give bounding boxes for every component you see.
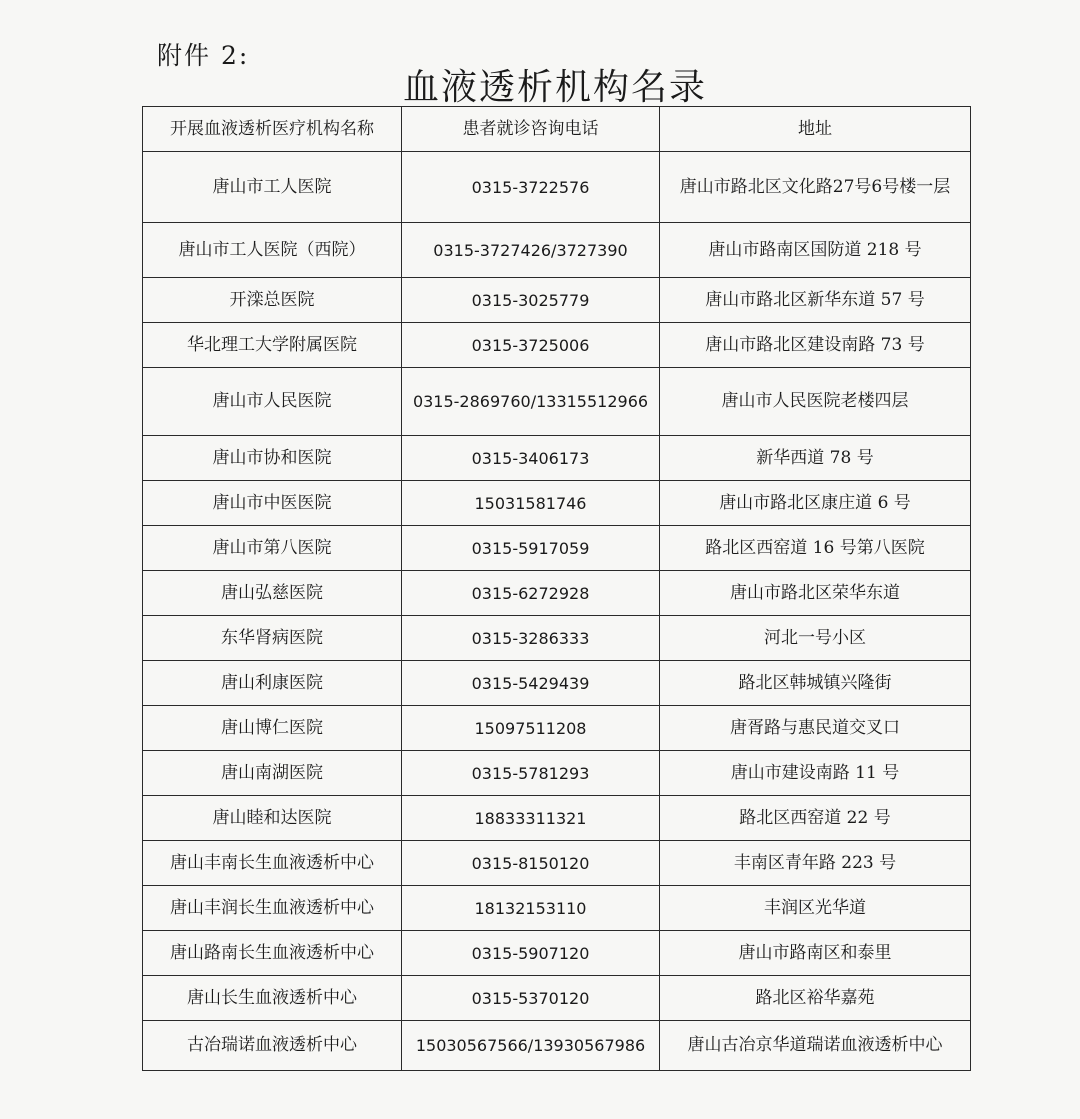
table-row	[143, 481, 971, 526]
institution-name: 唐山利康医院	[143, 661, 402, 706]
institution-address: 唐山市建设南路 11 号	[660, 751, 971, 796]
dialysis-institution-table	[142, 106, 971, 1071]
institution-address: 唐山市路南区国防道 218 号	[660, 223, 971, 278]
institution-name: 唐山博仁医院	[143, 706, 402, 751]
consult-phone: 0315-3025779	[402, 278, 660, 323]
institution-address: 唐胥路与惠民道交叉口	[660, 706, 971, 751]
institution-name: 开滦总医院	[143, 278, 402, 323]
table-row	[143, 1021, 971, 1071]
institution-name: 唐山市人民医院	[143, 368, 402, 436]
table-row	[143, 706, 971, 751]
institution-name: 唐山市第八医院	[143, 526, 402, 571]
consult-phone: 0315-3725006	[402, 323, 660, 368]
institution-address: 唐山市路北区新华东道 57 号	[660, 278, 971, 323]
consult-phone: 0315-3722576	[402, 152, 660, 223]
table-row	[143, 751, 971, 796]
table-row	[143, 368, 971, 436]
consult-phone: 18132153110	[402, 886, 660, 931]
table-row	[143, 152, 971, 223]
consult-phone: 15030567566/13930567986	[402, 1021, 660, 1071]
institution-address: 新华西道 78 号	[660, 436, 971, 481]
table-row	[143, 661, 971, 706]
consult-phone: 18833311321	[402, 796, 660, 841]
table-row	[143, 278, 971, 323]
institution-address: 唐山古冶京华道瑞诺血液透析中心	[660, 1021, 971, 1071]
consult-phone: 0315-3286333	[402, 616, 660, 661]
table-header-row	[143, 107, 971, 152]
attachment-label: 附件 2:	[157, 41, 250, 70]
document-title: 血液透析机构名录	[402, 67, 707, 108]
table-row	[143, 931, 971, 976]
institution-name: 唐山丰润长生血液透析中心	[143, 886, 402, 931]
institution-name: 唐山市工人医院（西院）	[143, 223, 402, 278]
table-row	[143, 841, 971, 886]
consult-phone: 0315-5781293	[402, 751, 660, 796]
institution-name: 华北理工大学附属医院	[143, 323, 402, 368]
consult-phone: 0315-2869760/13315512966	[402, 368, 660, 436]
table-row	[143, 526, 971, 571]
consult-phone: 0315-5917059	[402, 526, 660, 571]
institution-address: 路北区韩城镇兴隆街	[660, 661, 971, 706]
table-row	[143, 616, 971, 661]
institution-address: 唐山市路北区建设南路 73 号	[660, 323, 971, 368]
consult-phone: 0315-6272928	[402, 571, 660, 616]
institution-name: 唐山长生血液透析中心	[143, 976, 402, 1021]
consult-phone: 0315-3727426/3727390	[402, 223, 660, 278]
institution-name: 唐山睦和达医院	[143, 796, 402, 841]
table-row	[143, 223, 971, 278]
institution-name: 唐山弘慈医院	[143, 571, 402, 616]
institution-name: 唐山南湖医院	[143, 751, 402, 796]
institution-address: 路北区西窑道 16 号第八医院	[660, 526, 971, 571]
institution-address: 河北一号小区	[660, 616, 971, 661]
institution-address: 唐山市路北区康庄道 6 号	[660, 481, 971, 526]
institution-name: 唐山市中医医院	[143, 481, 402, 526]
header-institution-name: 开展血液透析医疗机构名称	[143, 107, 402, 152]
consult-phone: 0315-5429439	[402, 661, 660, 706]
consult-phone: 0315-5907120	[402, 931, 660, 976]
consult-phone: 0315-3406173	[402, 436, 660, 481]
consult-phone: 0315-8150120	[402, 841, 660, 886]
table-row	[143, 323, 971, 368]
consult-phone: 0315-5370120	[402, 976, 660, 1021]
institution-address: 丰润区光华道	[660, 886, 971, 931]
institution-address: 唐山市路北区荣华东道	[660, 571, 971, 616]
header-consult-phone: 患者就诊咨询电话	[402, 107, 660, 152]
institution-address: 唐山市人民医院老楼四层	[660, 368, 971, 436]
institution-address: 唐山市路南区和泰里	[660, 931, 971, 976]
institution-name: 古冶瑞诺血液透析中心	[143, 1021, 402, 1071]
institution-name: 东华肾病医院	[143, 616, 402, 661]
institution-name: 唐山路南长生血液透析中心	[143, 931, 402, 976]
table-row	[143, 796, 971, 841]
institution-address: 路北区裕华嘉苑	[660, 976, 971, 1021]
institution-address: 丰南区青年路 223 号	[660, 841, 971, 886]
table-row	[143, 571, 971, 616]
table-row	[143, 886, 971, 931]
table-row	[143, 976, 971, 1021]
consult-phone: 15031581746	[402, 481, 660, 526]
consult-phone: 15097511208	[402, 706, 660, 751]
header-address: 地址	[660, 107, 971, 152]
institution-address: 路北区西窑道 22 号	[660, 796, 971, 841]
institution-name: 唐山丰南长生血液透析中心	[143, 841, 402, 886]
institution-name: 唐山市工人医院	[143, 152, 402, 223]
institution-name: 唐山市协和医院	[143, 436, 402, 481]
table-row	[143, 436, 971, 481]
institution-address: 唐山市路北区文化路27号6号楼一层	[660, 152, 971, 223]
